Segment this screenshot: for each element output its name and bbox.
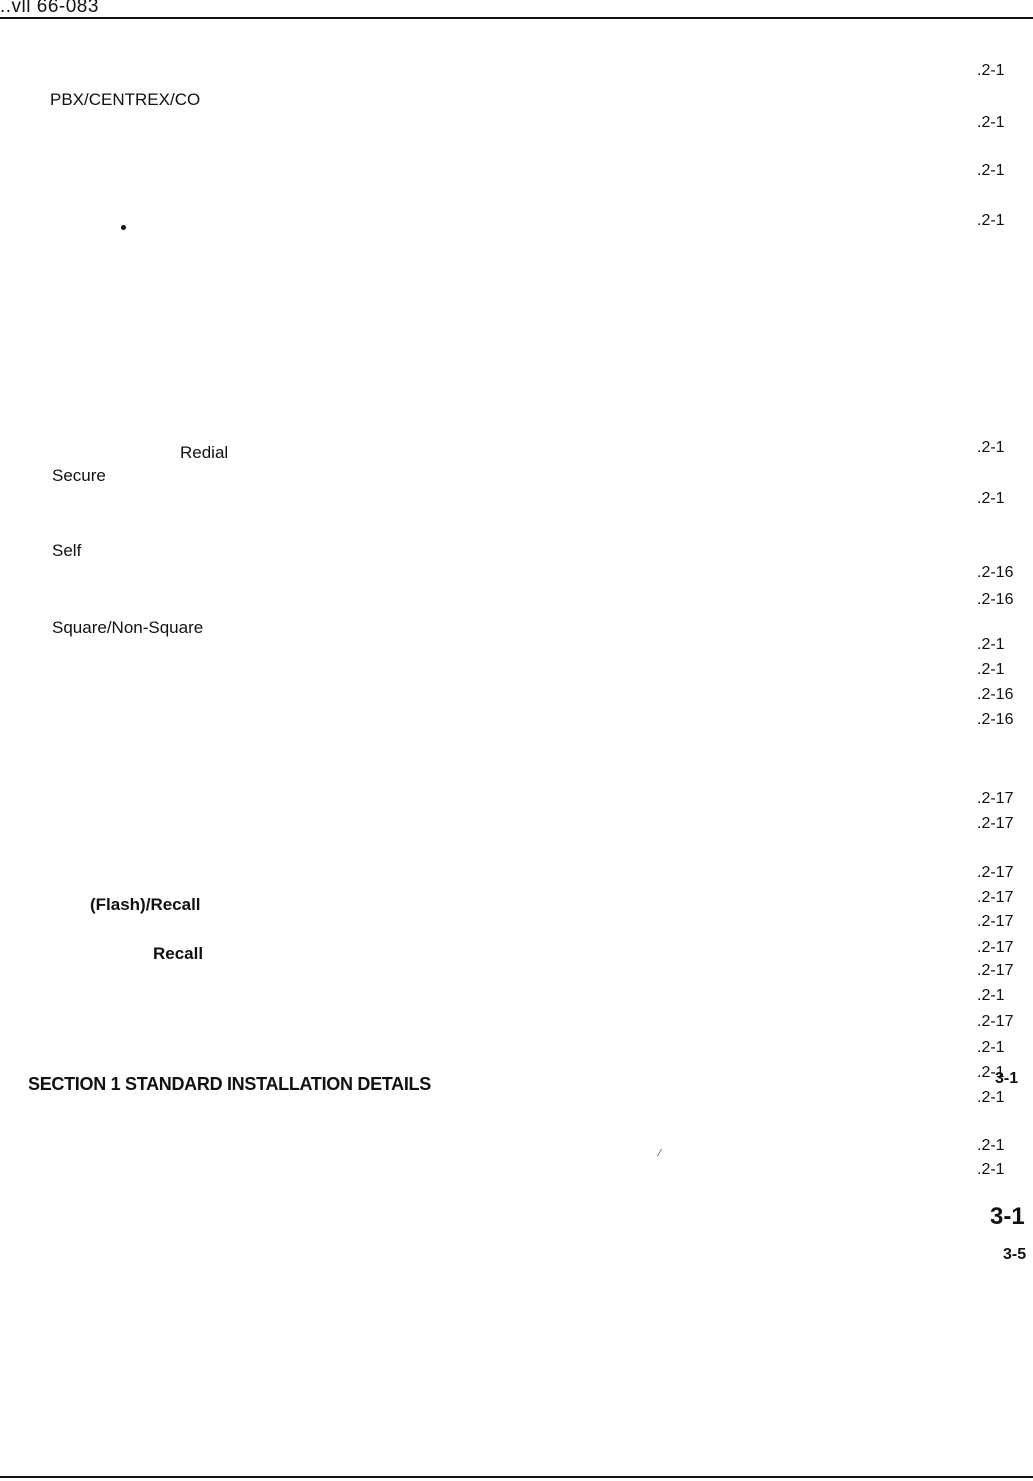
page-number: .2-1 — [977, 162, 1005, 179]
page-number: 3-1 — [995, 1070, 1019, 1087]
header-rule — [0, 17, 1033, 19]
page-number: .2-1 — [977, 987, 1005, 1004]
page-number: .2-16 — [977, 686, 1014, 703]
page-number: .2-1 — [977, 62, 1005, 79]
page-number: .2-1 — [977, 114, 1005, 131]
page-number: 3-5 — [1003, 1246, 1027, 1263]
toc-entry-square-non-square: Square/Non-Square — [52, 618, 204, 637]
page-number: .2-1 — [977, 1089, 1005, 1106]
section-heading: SECTION 1 STANDARD INSTALLATION DETAILS — [28, 1074, 431, 1094]
page-number: .2-17 — [977, 889, 1014, 906]
document-number: ..vll 66-083 — [0, 0, 99, 17]
page-number: .2-1 — [977, 1039, 1005, 1056]
toc-entry-pbx-centrex-co: PBX/CENTREX/CO — [50, 90, 201, 109]
page-number: .2-17 — [977, 815, 1014, 832]
toc-entry-self: Self — [52, 541, 82, 560]
toc-entry-flash-recall: (Flash)/Recall — [90, 895, 201, 914]
page-number: .2-17 — [977, 913, 1014, 930]
page-number: .2-1 — [977, 439, 1005, 456]
page-number: .2-16 — [977, 711, 1014, 728]
page-number: .2-1 — [977, 1064, 1005, 1081]
bullet-dot — [121, 225, 126, 230]
page-number: .2-17 — [977, 864, 1014, 881]
page-number: .2-17 — [977, 962, 1014, 979]
page-number: .2-16 — [977, 591, 1014, 608]
page-number: .2-17 — [977, 790, 1014, 807]
toc-entry-recall: Recall — [153, 944, 204, 963]
footer-rule — [0, 1476, 1033, 1478]
toc-entry-redial: Redial — [180, 443, 229, 462]
scan-mark: ⁄ — [659, 1148, 661, 1159]
page-number: 3-1 — [990, 1203, 1025, 1230]
toc-entry-secure: Secure — [52, 466, 106, 485]
page-number: .2-16 — [977, 564, 1014, 581]
page-number: .2-1 — [977, 661, 1005, 678]
page-number: .2-1 — [977, 1161, 1005, 1178]
page-number: .2-17 — [977, 1013, 1014, 1030]
page-number: .2-1 — [977, 212, 1005, 229]
page-number: .2-17 — [977, 939, 1014, 956]
page-number: .2-1 — [977, 636, 1005, 653]
page-number: .2-1 — [977, 490, 1005, 507]
page-number: .2-1 — [977, 1137, 1005, 1154]
